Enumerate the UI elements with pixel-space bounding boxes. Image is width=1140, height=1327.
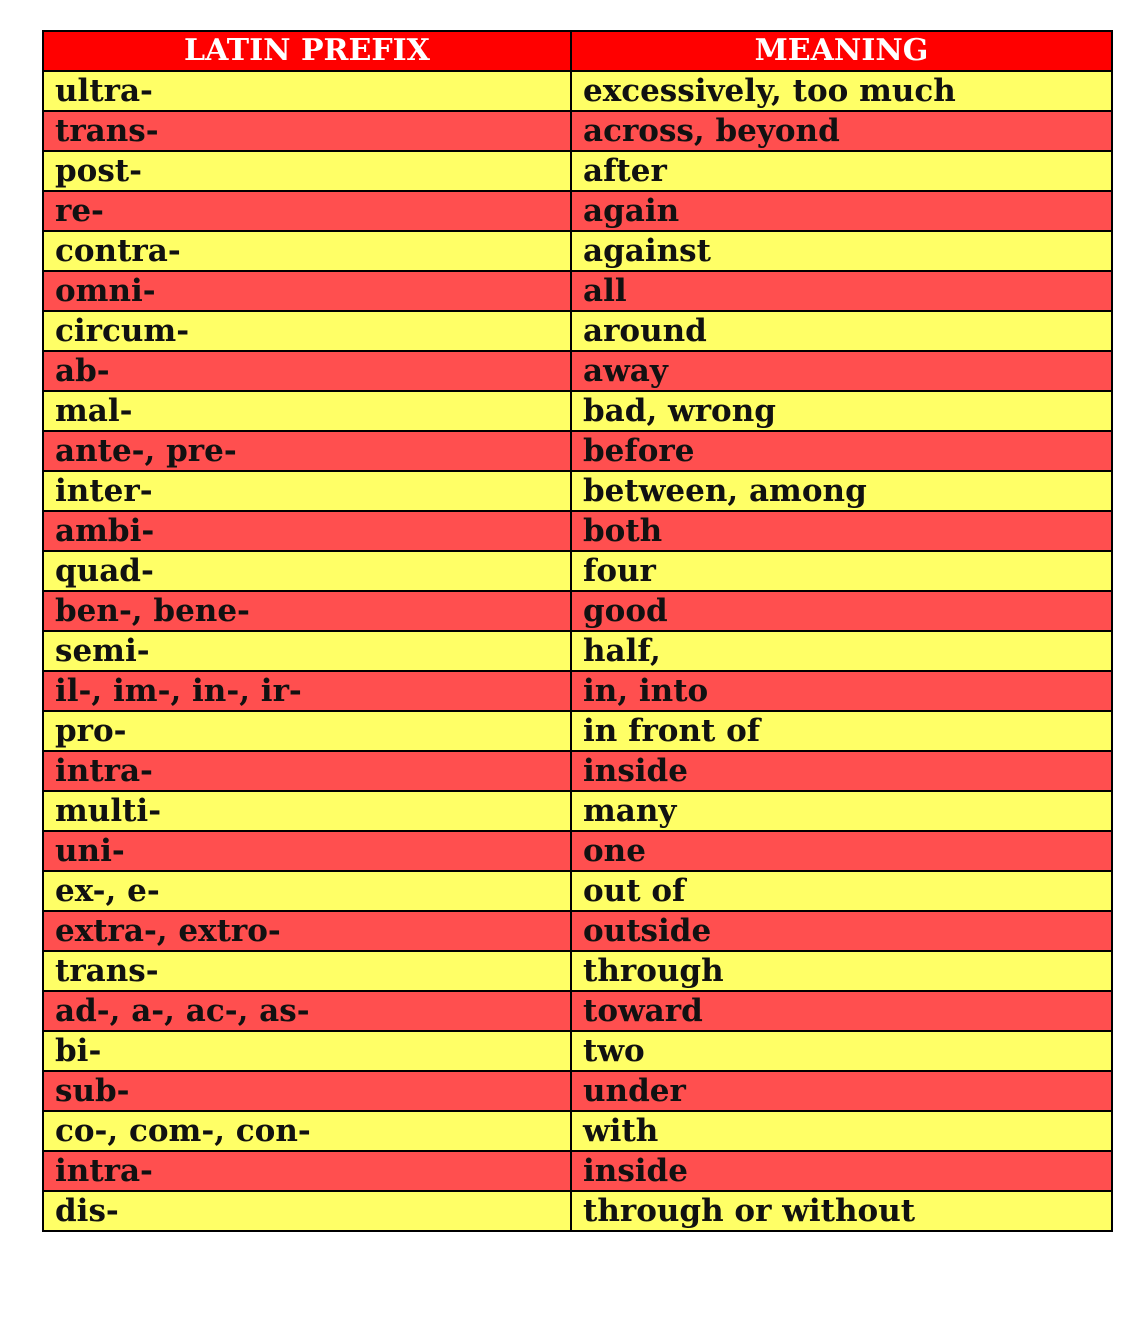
meaning-cell: good — [571, 591, 1112, 631]
prefix-cell: pro- — [43, 711, 571, 751]
table-row — [43, 1031, 1112, 1071]
prefix-cell: dis- — [43, 1191, 571, 1231]
table-row — [43, 391, 1112, 431]
prefix-cell: co-, com-, con- — [43, 1111, 571, 1151]
meaning-cell: against — [571, 231, 1112, 271]
prefix-cell: ben-, bene- — [43, 591, 571, 631]
meaning-cell: inside — [571, 1151, 1112, 1191]
meaning-cell: under — [571, 1071, 1112, 1111]
table-row — [43, 591, 1112, 631]
meaning-cell: two — [571, 1031, 1112, 1071]
table-row — [43, 1151, 1112, 1191]
meaning-cell: after — [571, 151, 1112, 191]
prefix-cell: trans- — [43, 951, 571, 991]
meaning-cell: with — [571, 1111, 1112, 1151]
prefix-cell: intra- — [43, 1151, 571, 1191]
prefix-cell: omni- — [43, 271, 571, 311]
table-row — [43, 551, 1112, 591]
prefix-cell: re- — [43, 191, 571, 231]
prefix-cell: ab- — [43, 351, 571, 391]
prefix-cell: intra- — [43, 751, 571, 791]
meaning-cell: in, into — [571, 671, 1112, 711]
prefix-cell: post- — [43, 151, 571, 191]
meaning-cell: away — [571, 351, 1112, 391]
table-row — [43, 631, 1112, 671]
table-row — [43, 471, 1112, 511]
table-row — [43, 311, 1112, 351]
prefix-cell: ex-, e- — [43, 871, 571, 911]
table-body — [43, 71, 1112, 1231]
table-row — [43, 951, 1112, 991]
table-row — [43, 151, 1112, 191]
table-row — [43, 991, 1112, 1031]
meaning-cell: half, — [571, 631, 1112, 671]
meaning-cell: both — [571, 511, 1112, 551]
table-row — [43, 231, 1112, 271]
prefix-cell: mal- — [43, 391, 571, 431]
table-row — [43, 511, 1112, 551]
prefix-cell: circum- — [43, 311, 571, 351]
prefix-cell: uni- — [43, 831, 571, 871]
meaning-cell: excessively, too much — [571, 71, 1112, 111]
table-row — [43, 751, 1112, 791]
meaning-cell: around — [571, 311, 1112, 351]
meaning-cell: many — [571, 791, 1112, 831]
table-row — [43, 791, 1112, 831]
prefix-cell: multi- — [43, 791, 571, 831]
meaning-cell: through — [571, 951, 1112, 991]
prefix-cell: semi- — [43, 631, 571, 671]
meaning-cell: in front of — [571, 711, 1112, 751]
prefix-cell: il-, im-, in-, ir- — [43, 671, 571, 711]
meaning-cell: one — [571, 831, 1112, 871]
table-row — [43, 871, 1112, 911]
prefix-cell: ad-, a-, ac-, as- — [43, 991, 571, 1031]
meaning-cell: bad, wrong — [571, 391, 1112, 431]
meaning-cell: inside — [571, 751, 1112, 791]
meaning-cell: out of — [571, 871, 1112, 911]
prefix-cell: extra-, extro- — [43, 911, 571, 951]
prefix-cell: ambi- — [43, 511, 571, 551]
table-row — [43, 1071, 1112, 1111]
meaning-cell: between, among — [571, 471, 1112, 511]
meaning-cell: across, beyond — [571, 111, 1112, 151]
table-row — [43, 911, 1112, 951]
prefix-cell: inter- — [43, 471, 571, 511]
table-row — [43, 111, 1112, 151]
table-row — [43, 431, 1112, 471]
prefix-table — [42, 30, 1113, 1232]
prefix-cell: bi- — [43, 1031, 571, 1071]
table-row — [43, 191, 1112, 231]
header-latin-prefix: LATIN PREFIX — [43, 31, 571, 71]
table-row — [43, 351, 1112, 391]
meaning-cell: before — [571, 431, 1112, 471]
meaning-cell: again — [571, 191, 1112, 231]
meaning-cell: outside — [571, 911, 1112, 951]
table-row — [43, 71, 1112, 111]
table-row — [43, 271, 1112, 311]
meaning-cell: all — [571, 271, 1112, 311]
table-row — [43, 831, 1112, 871]
prefix-cell: ultra- — [43, 71, 571, 111]
meaning-cell: four — [571, 551, 1112, 591]
table-row — [43, 671, 1112, 711]
table-row — [43, 1191, 1112, 1231]
table-header-row — [43, 31, 1112, 71]
prefix-cell: sub- — [43, 1071, 571, 1111]
prefix-cell: ante-, pre- — [43, 431, 571, 471]
table-row — [43, 711, 1112, 751]
meaning-cell: through or without — [571, 1191, 1112, 1231]
prefix-cell: quad- — [43, 551, 571, 591]
prefix-cell: trans- — [43, 111, 571, 151]
meaning-cell: toward — [571, 991, 1112, 1031]
table-row — [43, 1111, 1112, 1151]
header-meaning: MEANING — [571, 31, 1112, 71]
prefix-cell: contra- — [43, 231, 571, 271]
